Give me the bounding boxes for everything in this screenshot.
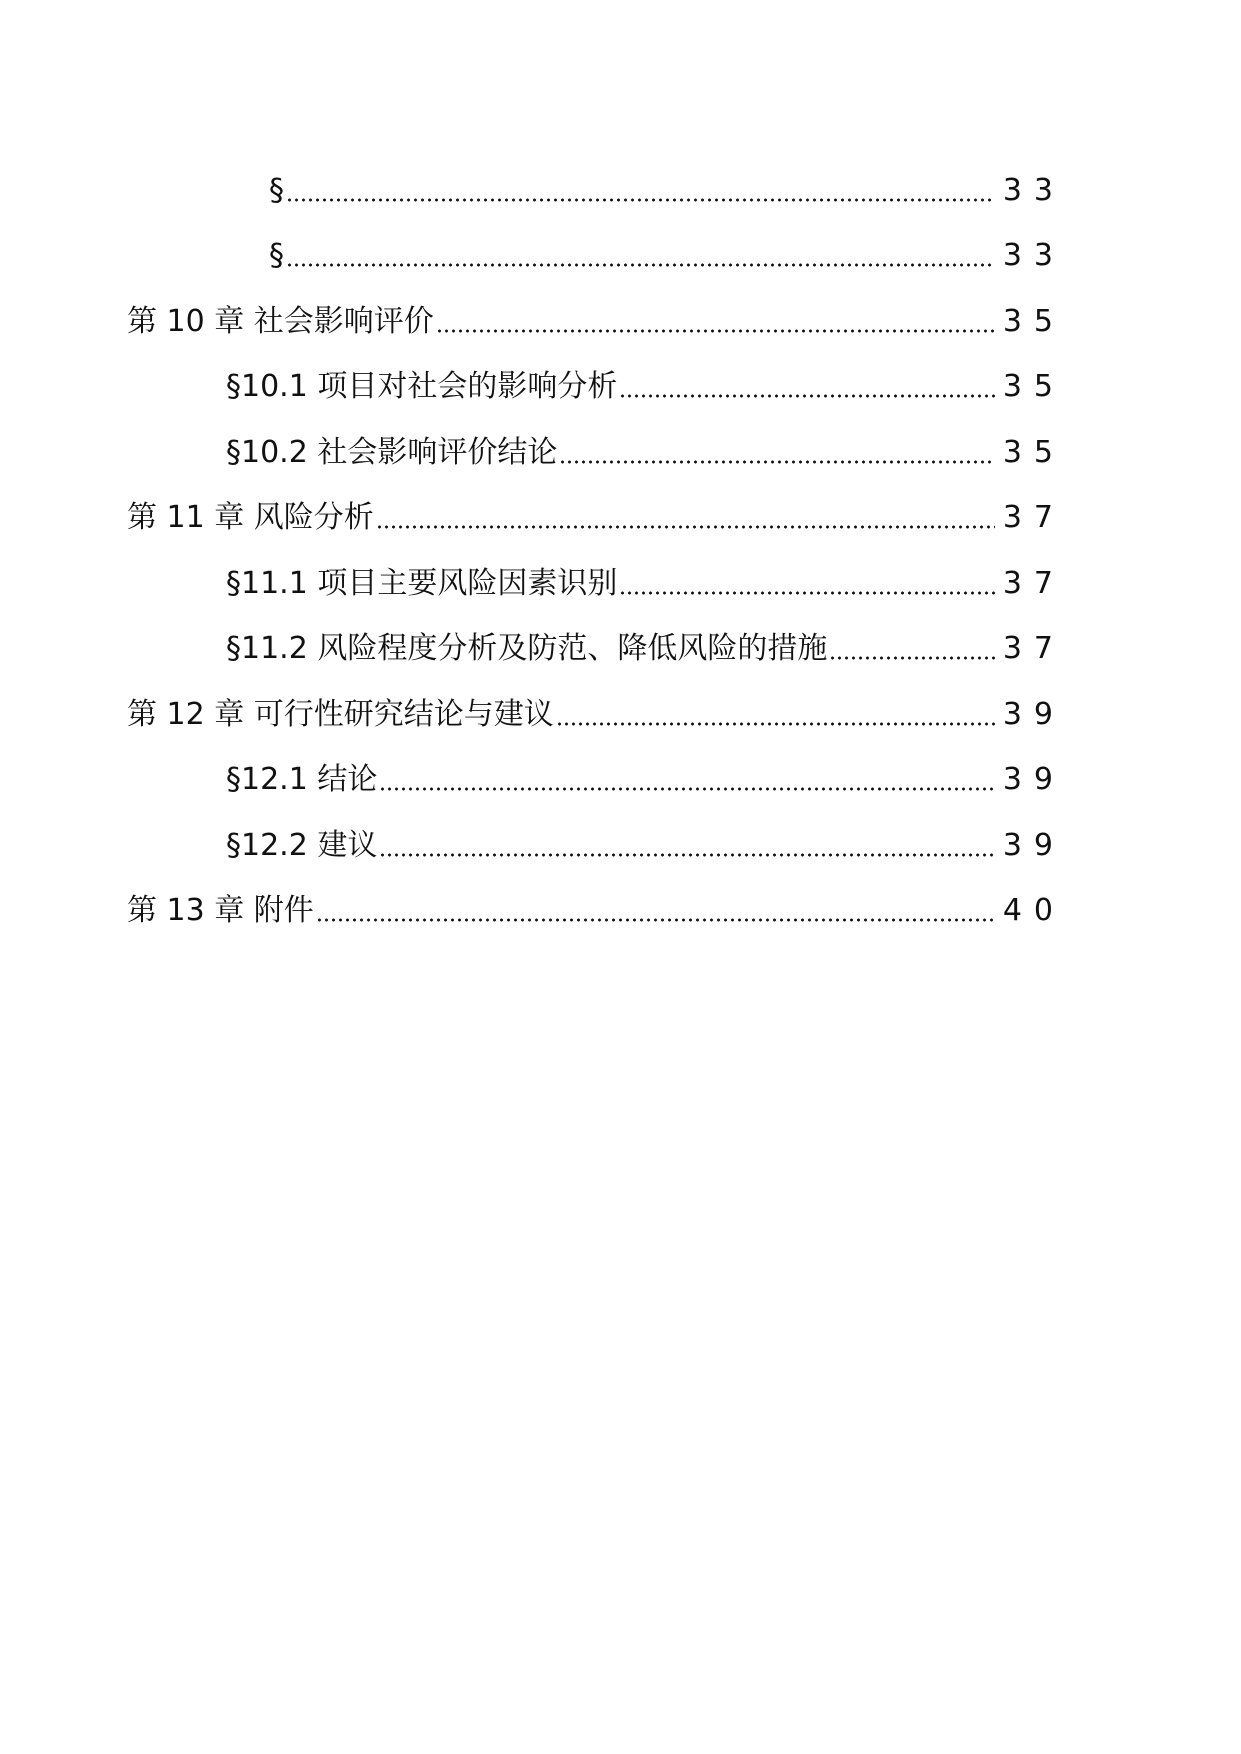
dot-leader bbox=[286, 263, 995, 267]
toc-page-number: 35 bbox=[1002, 434, 1065, 470]
toc-chapter-11[interactable] bbox=[127, 486, 1065, 552]
toc-entry[interactable] bbox=[127, 158, 1065, 224]
toc-chapter-10[interactable] bbox=[127, 289, 1065, 355]
toc-section-10-1[interactable] bbox=[127, 355, 1065, 421]
toc-entry-title: §11.1 项目主要风险因素识别 bbox=[226, 565, 618, 601]
toc-section-10-2[interactable] bbox=[127, 420, 1065, 486]
dot-leader bbox=[286, 198, 995, 202]
toc-entry-title: 第 11 章 风险分析 bbox=[127, 500, 374, 536]
toc-page-number: 33 bbox=[1002, 238, 1065, 274]
dot-leader bbox=[619, 591, 994, 595]
toc-chapter-12[interactable] bbox=[127, 682, 1065, 748]
toc-section-12-2[interactable] bbox=[127, 813, 1065, 879]
toc-entry-title: §10.1 项目对社会的影响分析 bbox=[226, 369, 618, 405]
dot-leader bbox=[436, 329, 995, 333]
dot-leader bbox=[376, 525, 995, 529]
toc-page-number: 35 bbox=[1002, 303, 1065, 339]
toc-section-11-1[interactable] bbox=[127, 551, 1065, 617]
table-of-contents bbox=[127, 158, 1065, 944]
toc-page-number: 39 bbox=[1002, 827, 1065, 863]
toc-entry-title: 第 12 章 可行性研究结论与建议 bbox=[127, 696, 554, 732]
toc-entry-title: §11.2 风险程度分析及防范、降低风险的措施 bbox=[226, 631, 828, 667]
dot-leader bbox=[556, 722, 995, 726]
dot-leader bbox=[316, 918, 995, 922]
toc-page-number: 37 bbox=[1002, 631, 1065, 667]
toc-page-number: 39 bbox=[1002, 696, 1065, 732]
dot-leader bbox=[379, 787, 994, 791]
toc-entry[interactable] bbox=[127, 224, 1065, 290]
toc-entry-title: § bbox=[269, 172, 284, 208]
toc-page-number: 33 bbox=[1002, 172, 1065, 208]
toc-page-number: 37 bbox=[1002, 500, 1065, 536]
toc-page-number: 35 bbox=[1002, 369, 1065, 405]
toc-entry-title: 第 10 章 社会影响评价 bbox=[127, 303, 434, 339]
toc-chapter-13[interactable] bbox=[127, 879, 1065, 945]
toc-page-number: 40 bbox=[1002, 893, 1065, 929]
toc-entry-title: 第 13 章 附件 bbox=[127, 893, 314, 929]
dot-leader bbox=[559, 460, 994, 464]
toc-page-number: 37 bbox=[1002, 565, 1065, 601]
toc-section-12-1[interactable] bbox=[127, 748, 1065, 814]
toc-section-11-2[interactable] bbox=[127, 617, 1065, 683]
toc-entry-title: §12.2 建议 bbox=[226, 827, 378, 863]
toc-page-number: 39 bbox=[1002, 762, 1065, 798]
toc-entry-title: § bbox=[269, 238, 284, 274]
toc-entry-title: §12.1 结论 bbox=[226, 762, 378, 798]
dot-leader bbox=[829, 656, 994, 660]
dot-leader bbox=[379, 853, 994, 857]
toc-entry-title: §10.2 社会影响评价结论 bbox=[226, 434, 558, 470]
dot-leader bbox=[619, 394, 994, 398]
